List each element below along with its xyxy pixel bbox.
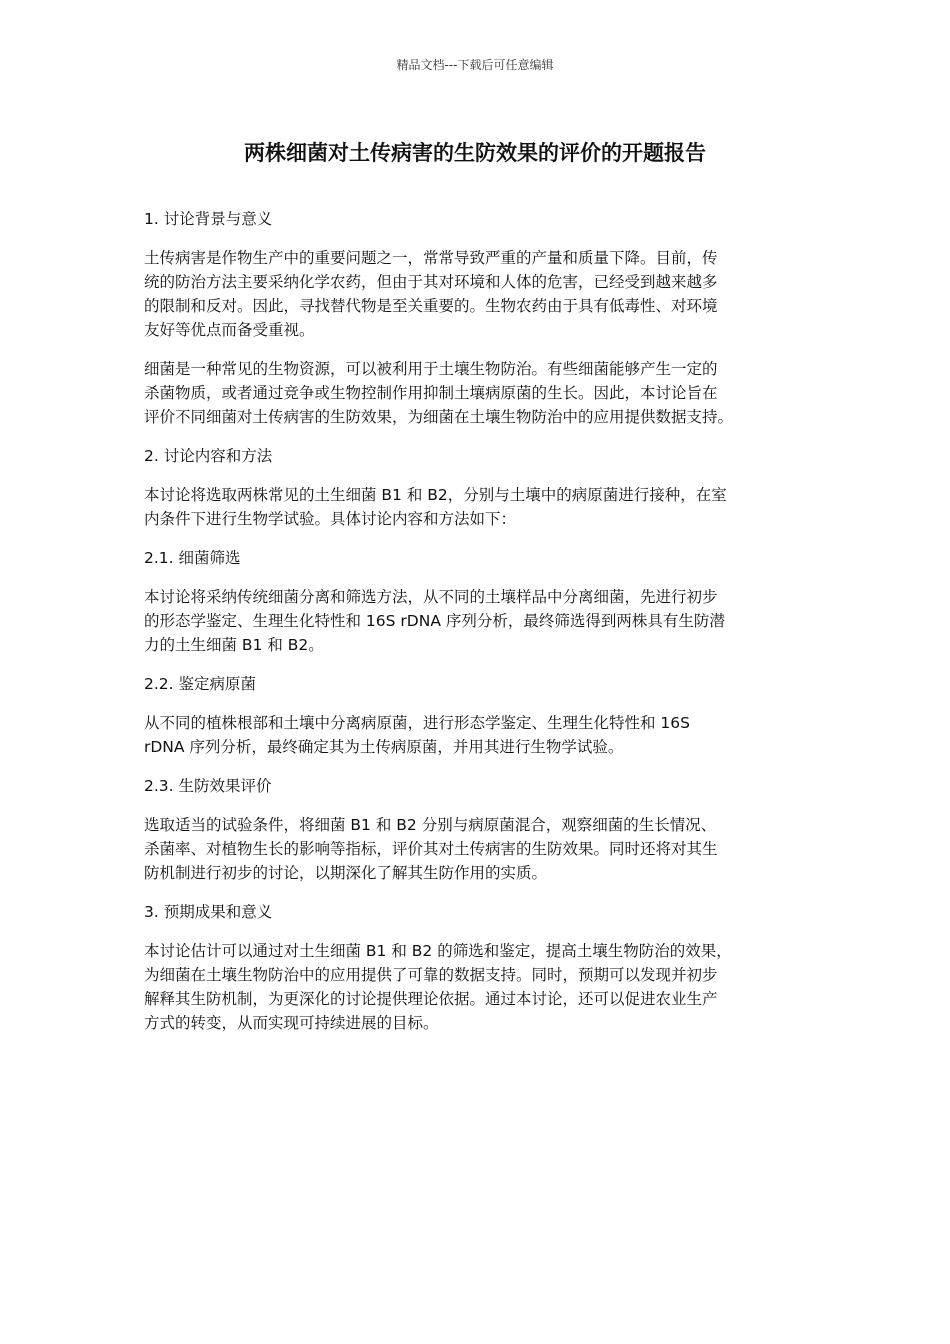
paragraph-line: 本讨论将采纳传统细菌分离和筛选方法，从不同的土壤样品中分离细菌，先进行初步 xyxy=(144,588,718,606)
paragraph-line: 土传病害是作物生产中的重要问题之一，常常导致严重的产量和质量下降。目前，传 xyxy=(144,249,718,267)
paragraph xyxy=(144,357,806,429)
paragraph-line: 为细菌在土壤生物防治中的应用提供了可靠的数据支持。同时，预期可以发现并初步 xyxy=(144,966,718,984)
section-heading: 2.1. 细菌筛选 xyxy=(144,549,241,567)
paragraph-line: 的形态学鉴定、生理生化特性和 16S rDNA 序列分析，最终筛选得到两株具有生防潜 xyxy=(144,612,725,630)
section-heading: 2. 讨论内容和方法 xyxy=(144,447,273,465)
paragraph-line: 从不同的植株根部和土壤中分离病原菌，进行形态学鉴定、生理生化特性和 16S xyxy=(144,714,690,732)
paragraph-line: 的限制和反对。因此，寻找替代物是至关重要的。生物农药由于具有低毒性、对环境 xyxy=(144,297,718,315)
paragraph-line: 本讨论将选取两株常见的土生细菌 B1 和 B2，分别与土壤中的病原菌进行接种，在室 xyxy=(144,486,727,504)
paragraph-line: 选取适当的试验条件，将细菌 B1 和 B2 分别与病原菌混合，观察细菌的生长情况、 xyxy=(144,816,717,834)
header-note: 精品文档---下载后可任意编辑 xyxy=(396,58,554,72)
paragraph-line: 杀菌率、对植物生长的影响等指标，评价其对土传病害的生防效果。同时还将对其生 xyxy=(144,840,718,858)
section-heading: 2.2. 鉴定病原菌 xyxy=(144,675,257,693)
paragraph xyxy=(144,246,806,342)
paragraph-line: 统的防治方法主要采纳化学农药，但由于其对环境和人体的危害，已经受到越来越多 xyxy=(144,273,718,291)
document-body xyxy=(144,207,806,1050)
paragraph-line: 评价不同细菌对土传病害的生防效果，为细菌在土壤生物防治中的应用提供数据支持。 xyxy=(144,408,734,426)
section-heading: 2.3. 生防效果评价 xyxy=(144,777,272,795)
paragraph-line: rDNA 序列分析，最终确定其为土传病原菌，并用其进行生物学试验。 xyxy=(144,738,624,756)
paragraph xyxy=(144,939,806,1035)
paragraph-line: 杀菌物质，或者通过竞争或生物控制作用抑制土壤病原菌的生长。因此，本讨论旨在 xyxy=(144,384,718,402)
paragraph xyxy=(144,711,806,759)
paragraph-line: 力的土生细菌 B1 和 B2。 xyxy=(144,636,324,654)
paragraph-line: 友好等优点而备受重视。 xyxy=(144,321,315,339)
paragraph-line: 解释其生防机制，为更深化的讨论提供理论依据。通过本讨论，还可以促进农业生产 xyxy=(144,990,718,1008)
paragraph-line: 细菌是一种常见的生物资源，可以被利用于土壤生物防治。有些细菌能够产生一定的 xyxy=(144,360,718,378)
section-heading: 3. 预期成果和意义 xyxy=(144,903,273,921)
paragraph-line: 方式的转变，从而实现可持续进展的目标。 xyxy=(144,1014,439,1032)
paragraph-line: 内条件下进行生物学试验。具体讨论内容和方法如下： xyxy=(144,510,517,528)
paragraph xyxy=(144,483,806,531)
paragraph xyxy=(144,813,806,885)
document-title: 两株细菌对土传病害的生防效果的评价的开题报告 xyxy=(244,141,706,165)
section-heading: 1. 讨论背景与意义 xyxy=(144,210,273,228)
paragraph xyxy=(144,585,806,657)
paragraph-line: 防机制进行初步的讨论，以期深化了解其生防作用的实质。 xyxy=(144,864,548,882)
paragraph-line: 本讨论估计可以通过对土生细菌 B1 和 B2 的筛选和鉴定，提高土壤生物防治的效果， xyxy=(144,942,732,960)
